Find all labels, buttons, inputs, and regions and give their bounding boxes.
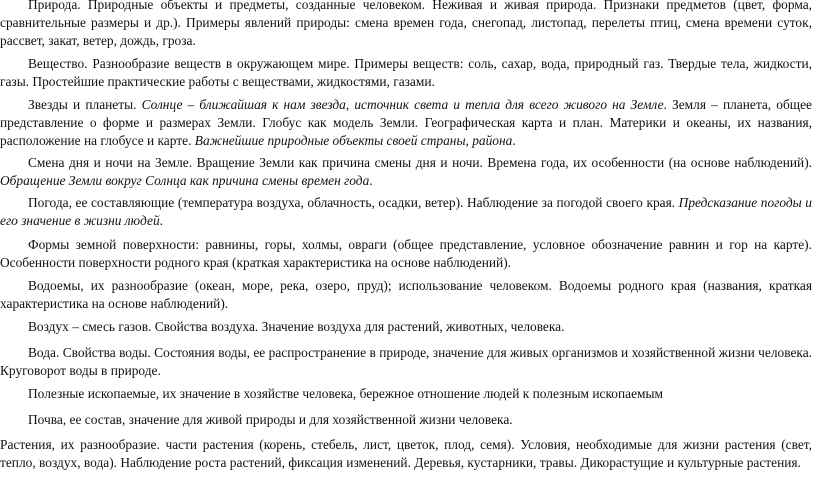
text-run: Формы земной поверхности: равнины, горы, холмы, овраги (общее представление, условное обозначение равнин и гор на карте). Особенности поверхности родного края (краткая характеристика на основе наблюдений). [0, 237, 812, 270]
text-run: Звезды и планеты. [28, 97, 142, 112]
italic-text-run: Обращение Земли вокруг Солнца как причина смены времен года [0, 173, 370, 188]
text-run: . [512, 133, 516, 148]
text-run: . Земля – планета, общее представление о форме и размерах Земли. Глобус как модель Земли. Географическая карта и план. Материки и океаны, их названия, расположение на глобусе и карте. [0, 97, 812, 148]
paragraph-day-night [0, 154, 812, 190]
text-run: Вещество. Разнообразие веществ в окружающем мире. Примеры веществ: соль, сахар, вода, природный газ. Твердые тела, жидкости, газы. Простейшие практические работы с веществами, жидкостями, газами. [0, 56, 812, 89]
text-run: Воздух – смесь газов. Свойства воздуха. Значение воздуха для растений, животных, человека. [28, 319, 565, 334]
text-run: Смена дня и ночи на Земле. Вращение Земли как причина смены дня и ночи. Времена года, их особенности (на основе наблюдений). [28, 155, 812, 170]
italic-text-run: Важнейшие природные объекты своей страны, района [194, 133, 513, 148]
paragraph-stars [0, 96, 812, 150]
paragraph-landforms [0, 236, 812, 272]
italic-text-run: Солнце – ближайшая к нам звезда, источник света и тепла для всего живого на Земле [141, 97, 664, 112]
paragraph-weather [0, 194, 812, 230]
italic-text-run: Предсказание погоды и его значение в жизни людей [0, 195, 813, 228]
paragraph-air [0, 318, 812, 336]
paragraph-substance [0, 55, 812, 91]
text-run: Почва, ее состав, значение для живой природы и для хозяйственной жизни человека. [28, 412, 513, 427]
paragraph-plants [0, 436, 812, 472]
text-run: Природа. Природные объекты и предметы, созданные человеком. Неживая и живая природа. Признаки предметов (цвет, форма, сравнительные размеры и др.). Примеры явлений природы: смена времен года, снегопад, листопад, перелеты птиц, смена времени суток, рассвет, закат, ветер, дождь, гроза. [0, 0, 812, 48]
text-run: . [159, 213, 163, 228]
text-run: Полезные ископаемые, их значение в хозяйстве человека, бережное отношение людей к полезным ископаемым [28, 386, 663, 401]
paragraph-nature [0, 0, 812, 50]
paragraph-soil [0, 411, 812, 429]
paragraph-waterbodies [0, 277, 812, 313]
text-run: . [369, 173, 373, 188]
text-run: Погода, ее составляющие (температура воздуха, облачность, осадки, ветер). Наблюдение за погодой своего края. [28, 195, 679, 210]
text-run: Вода. Свойства воды. Состояния воды, ее распространение в природе, значение для живых организмов и хозяйственной жизни человека. Круговорот воды в природе. [0, 345, 812, 378]
paragraph-water [0, 344, 812, 380]
text-run: Растения, их разнообразие. части растения (корень, стебель, лист, цветок, плод, семя). Условия, необходимые для жизни растения (свет, тепло, воздух, вода). Наблюдение роста растений, фиксация изменений. Деревья, кустарники, травы. Дикорастущие и культурные растения. [0, 437, 812, 470]
text-run: Водоемы, их разнообразие (океан, море, река, озеро, пруд); использование человеком. Водоемы родного края (названия, краткая характеристика на основе наблюдений). [0, 278, 812, 311]
paragraph-minerals [0, 385, 812, 403]
